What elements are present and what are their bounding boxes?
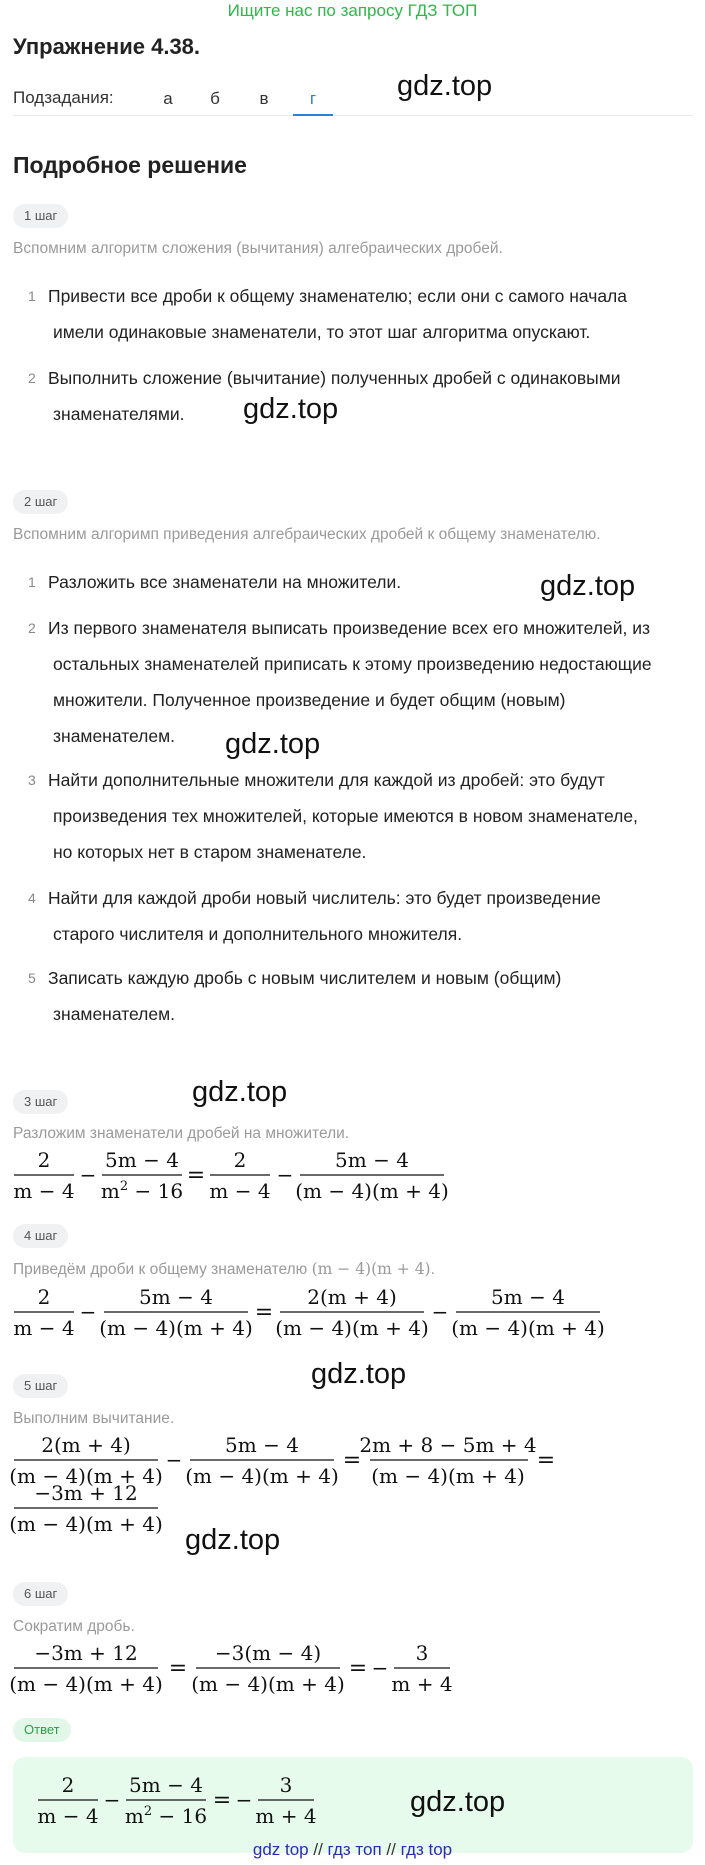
- step-3-equation: [0, 1143, 705, 1203]
- list-item-text: старого числителя и дополнительного множителя.: [53, 924, 463, 944]
- fraction-numerator: 2: [37, 1148, 51, 1172]
- fraction-denominator: m + 4: [255, 1804, 317, 1828]
- fraction-numerator: 5m − 4: [129, 1773, 203, 1797]
- list-item-text: Найти для каждой дроби новый числитель: это будет произведение: [48, 888, 601, 908]
- fraction-denominator: $m^2 - 16$: [124, 1804, 208, 1828]
- list-item-text: произведения тех множителей, которые имеются в новом знаменателе,: [53, 806, 638, 826]
- list-item-text: знаменателем.: [53, 1004, 176, 1024]
- step-5-equation-continued: [0, 1476, 705, 1536]
- fraction-denominator: m − 4: [209, 1179, 271, 1203]
- fraction-denominator: (m − 4)(m + 4): [371, 1464, 525, 1488]
- footer-link-gdz-top-mixed[interactable]: гдз top: [400, 1840, 453, 1859]
- list-item-number: 3: [28, 772, 36, 788]
- step-4-intro-text: Приведём дроби к общему знаменателю: [13, 1261, 312, 1278]
- step-1-badge: 1 шаг: [13, 204, 68, 228]
- watermark: gdz.top: [410, 1786, 506, 1818]
- fraction-denominator: (m − 4)(m + 4): [295, 1179, 449, 1203]
- step-4-equation: [0, 1280, 705, 1340]
- fraction-denominator: m + 4: [391, 1672, 453, 1696]
- list-item-number: 5: [28, 970, 36, 986]
- list-item-text: Выполнить сложение (вычитание) полученных дробей с одинаковыми: [48, 368, 621, 388]
- fraction-denominator: m − 4: [37, 1804, 99, 1828]
- top-banner: Ищите нас по запросу ГДЗ ТОП: [227, 1, 478, 20]
- subtask-tab-a[interactable]: а: [163, 89, 173, 108]
- minus-sign: −: [79, 1300, 97, 1324]
- watermark: gdz.top: [185, 1524, 281, 1556]
- list-item-text: Записать каждую дробь с новым числителем и новым (общим): [48, 968, 562, 988]
- fraction-numerator: 3: [279, 1773, 293, 1797]
- subtasks-bar: [13, 84, 693, 116]
- fraction-denominator: (m − 4)(m + 4): [191, 1672, 345, 1696]
- equals-sign: =: [536, 1448, 556, 1473]
- step-4-intro: [13, 1260, 435, 1279]
- solution-title: Подробное решение: [13, 152, 247, 178]
- subtask-tab-v[interactable]: в: [259, 89, 269, 108]
- fraction-denominator: (m − 4)(m + 4): [451, 1316, 605, 1340]
- watermark: gdz.top: [192, 1076, 288, 1108]
- exercise-title: Упражнение 4.38.: [13, 34, 201, 59]
- fraction-numerator: 2: [61, 1773, 75, 1797]
- fraction-numerator: 5m − 4: [139, 1285, 213, 1309]
- minus-sign: −: [103, 1788, 121, 1812]
- fraction-denominator: $m^2 - 16$: [100, 1179, 184, 1203]
- minus-sign: −: [276, 1163, 294, 1187]
- footer-link-gdz-top-ru[interactable]: гдз топ: [327, 1840, 382, 1859]
- equals-sign: =: [342, 1448, 362, 1473]
- list-item-number: 2: [28, 620, 36, 636]
- equals-sign: =: [348, 1656, 368, 1681]
- list-item-text: но которых нет в старом знаменателе.: [53, 842, 367, 862]
- list-item-number: 1: [28, 288, 36, 304]
- minus-sign: −: [431, 1300, 449, 1324]
- subtask-tab-g[interactable]: г: [293, 86, 333, 116]
- list-item-number: 2: [28, 370, 36, 386]
- step-4-badge: 4 шаг: [13, 1224, 68, 1248]
- watermark: gdz.top: [397, 70, 493, 102]
- list-item-text: Привести все дроби к общему знаменателю; если они с самого начала: [48, 286, 628, 306]
- answer-badge: Ответ: [13, 1718, 71, 1742]
- step-6-intro: Сократим дробь.: [13, 1618, 135, 1635]
- fraction-numerator: 2: [233, 1148, 247, 1172]
- equals-sign: =: [254, 1300, 274, 1325]
- fraction-denominator: (m − 4)(m + 4): [9, 1672, 163, 1696]
- fraction-denominator: (m − 4)(m + 4): [9, 1464, 163, 1488]
- fraction-numerator: 5m − 4: [105, 1148, 179, 1172]
- answer-equation: [0, 1768, 705, 1828]
- list-item-text: множители. Полученное произведение и будет общим (новым): [53, 690, 566, 710]
- minus-sign: −: [165, 1448, 183, 1472]
- fraction-denominator: (m − 4)(m + 4): [275, 1316, 429, 1340]
- fraction-denominator: (m − 4)(m + 4): [99, 1316, 253, 1340]
- footer-links: [0, 1837, 705, 1863]
- list-item-text: Найти дополнительные множители для каждой из дробей: это будут: [48, 770, 605, 790]
- step-2-intro: Вспомним алгоримп приведения алгебраических дробей к общему знаменателю.: [13, 526, 601, 543]
- equals-sign: =: [186, 1163, 206, 1188]
- footer-separator: //: [386, 1840, 396, 1859]
- step-4-intro-end: .: [430, 1261, 435, 1278]
- fraction-denominator: (m − 4)(m + 4): [185, 1464, 339, 1488]
- step-2-badge: 2 шаг: [13, 490, 68, 514]
- equals-sign: =: [212, 1788, 232, 1813]
- fraction-numerator: −3m + 12: [34, 1481, 138, 1505]
- fraction-numerator: 2: [37, 1285, 51, 1309]
- footer-separator: //: [313, 1840, 323, 1859]
- fraction-numerator: 5m − 4: [225, 1433, 299, 1457]
- fraction-numerator: −3(m − 4): [214, 1641, 322, 1665]
- watermark: gdz.top: [243, 393, 339, 425]
- list-item-text: Из первого знаменателя выписать произведение всех его множителей, из: [48, 618, 650, 638]
- fraction-denominator: (m − 4)(m + 4): [9, 1512, 163, 1536]
- list-item-number: 4: [28, 890, 36, 906]
- fraction-numerator: 2m + 8 − 5m + 4: [359, 1433, 537, 1457]
- equals-sign: =: [168, 1656, 188, 1681]
- minus-sign: −: [371, 1656, 389, 1680]
- step-5-intro: Выполним вычитание.: [13, 1410, 175, 1427]
- fraction-numerator: 5m − 4: [335, 1148, 409, 1172]
- step-4-intro-math: (m − 4)(m + 4): [311, 1260, 431, 1278]
- step-3-badge: 3 шаг: [13, 1090, 68, 1114]
- list-item-text: имели одинаковые знаменатели, то этот шаг алгоритма опускают.: [53, 322, 591, 342]
- fraction-numerator: 3: [415, 1641, 429, 1665]
- fraction-numerator: 5m − 4: [491, 1285, 565, 1309]
- list-item-text: знаменателями.: [53, 404, 185, 424]
- list-item-text: остальных знаменателей приписать к этому произведению недостающие: [53, 654, 652, 674]
- watermark: gdz.top: [540, 570, 636, 602]
- minus-sign: −: [235, 1788, 253, 1812]
- watermark: gdz.top: [311, 1358, 407, 1390]
- minus-sign: −: [79, 1163, 97, 1187]
- list-item-number: 1: [28, 574, 36, 590]
- subtask-tab-b[interactable]: б: [210, 89, 220, 108]
- step-6-equation: [0, 1636, 705, 1696]
- fraction-numerator: −3m + 12: [34, 1641, 138, 1665]
- fraction-denominator: m − 4: [13, 1179, 75, 1203]
- footer-link-gdz-top[interactable]: gdz top: [252, 1840, 309, 1859]
- fraction-numerator: 2(m + 4): [307, 1285, 397, 1309]
- fraction-denominator: m − 4: [13, 1316, 75, 1340]
- list-item-text: Разложить все знаменатели на множители.: [48, 572, 402, 592]
- step-1-intro: Вспомним алгоритм сложения (вычитания) алгебраических дробей.: [13, 240, 503, 257]
- step-3-intro: Разложим знаменатели дробей на множители.: [13, 1125, 350, 1142]
- list-item-text: знаменателем.: [53, 726, 176, 746]
- step-5-badge: 5 шаг: [13, 1374, 68, 1398]
- step-6-badge: 6 шаг: [13, 1582, 68, 1606]
- fraction-numerator: 2(m + 4): [41, 1433, 131, 1457]
- subtasks-label: Подзадания:: [13, 88, 114, 107]
- watermark: gdz.top: [225, 728, 321, 760]
